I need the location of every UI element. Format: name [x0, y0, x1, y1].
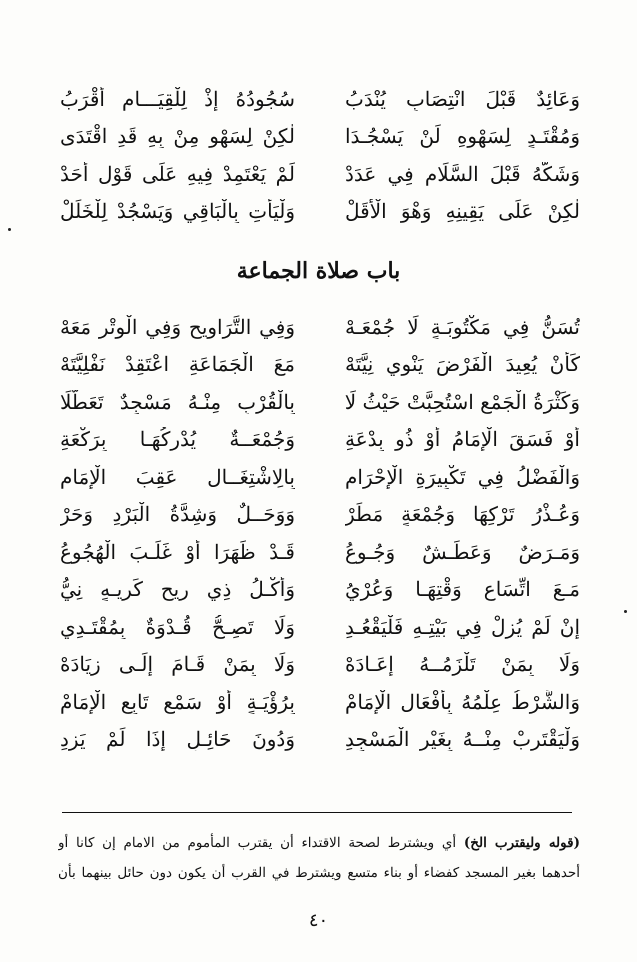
margin-dot	[8, 228, 11, 231]
verse-second-hemistich: وَدُونَ حَائِـلٍ إِذَا لَمْ يَزِدِ	[60, 727, 295, 752]
verse-second-hemistich: وَأَكْـلُ ذِي رِيحٍ كَرِيـهٍ نِيُّ	[60, 577, 295, 602]
verse-second-hemistich: سُجُودُهُ إِذْ لِلْقِيَـــامِ أَقْرَبُ	[60, 86, 295, 111]
verse-first-hemistich: مَـعَ اتِّسَاعِ وَقْتِهَـا وَعُرْيُ	[345, 577, 580, 602]
verse	[60, 683, 580, 721]
poem-block-top	[60, 80, 580, 230]
verse-first-hemistich: وَالشَّرْطُ عِلْمُهُ بِأَفْعَالِ الْإِمَامْ	[345, 689, 580, 714]
verse-first-hemistich: لٰكِنْ عَلَى يَقِينِهِ وَهْوَ الْأَقَلْ	[345, 199, 580, 224]
verse	[60, 80, 580, 118]
verse-second-hemistich: بِرُؤْيَـةٍ أَوْ سَمْعِ تَابِعِ الْإِمَامْ	[60, 689, 295, 714]
verse-first-hemistich: إِنْ لَمْ يُزِلْ فِي بَيْتِـهِ فَلْيَقْعُـدِ	[345, 614, 580, 639]
verse-first-hemistich: أَوْ فَسَقَ الْإِمَامُ أَوْ ذُو بِدْعَةِ	[345, 427, 580, 452]
verse-first-hemistich: وَمُقْتَـدٍ لِسَهْوِهِ لَنْ يَسْجُـدَا	[345, 124, 580, 149]
verse-first-hemistich: وَمَـرَضٌ وَعَطَـشٌ وَجُـوعُ	[345, 539, 580, 564]
verse	[60, 533, 580, 571]
verse	[60, 721, 580, 759]
verse-first-hemistich: وَالْفَضْلُ فِي تَكْبِيرَةِ الْإِحْرَامِ	[345, 464, 580, 489]
footnote-line: أحدهما بغير المسجد كفضاء أو بناء متسع ويشترط في القرب أن يكون دون حائل بينهما بأن	[58, 865, 580, 881]
verse-first-hemistich: تُسَنُّ فِي مَكْتُوبَـةٍ لَا جُمْعَـهْ	[345, 314, 580, 339]
verse	[60, 308, 580, 346]
verse	[60, 458, 580, 496]
footnote-line	[58, 828, 580, 858]
verse-first-hemistich: كَأَنْ يُعِيدَ الْفَرْضَ يَنْوِي نِيَّتَهْ	[345, 352, 580, 377]
verse-second-hemistich: قَـدْ ظَهَرَا أَوْ غَلَـبَ الْهُجُوعُ	[60, 539, 295, 564]
footnote	[58, 828, 580, 888]
verse-second-hemistich: مَعَ الْجَمَاعَةِ اعْتَقِدْ نَفْلِيَّتَهْ	[60, 352, 295, 377]
verse-second-hemistich: لٰكِنْ لِسَهْوٍ مِنْ بِهِ قَدِ اقْتَدَى	[60, 124, 295, 149]
verse-second-hemistich: بِالْقُرْبِ مِنْـهُ مَسْجِدٌ تَعَطَّلَا	[60, 389, 295, 414]
verse-second-hemistich: وَفِي التَّرَاوِيحِ وَفِي الْوِتْرِ مَعَهْ	[60, 314, 295, 339]
verse-first-hemistich: وَشَكُّهُ قَبْلَ السَّلَامِ فِي عَدَدْ	[345, 161, 580, 186]
verse-second-hemistich: وَلْيَأْتِ بِالْبَاقِي وَيَسْجُدْ لِلْخَلَلْ	[60, 199, 295, 224]
verse-first-hemistich: وَعُـذْرُ تَرْكِهَا وَجُمْعَةٍ مَطَرْ	[345, 502, 580, 527]
verse	[60, 496, 580, 534]
verse	[60, 608, 580, 646]
verse-second-hemistich: بِالِاشْتِغَــالِ عَقِبَ الْإِمَامِ	[60, 464, 295, 489]
verse-first-hemistich: وَعَائِدٌ قَبْلَ انْتِصَابٍ يُنْدَبُ	[345, 86, 580, 111]
verse	[60, 118, 580, 156]
verse	[60, 571, 580, 609]
verse-second-hemistich: وَجُمْعَــةٌ يُدْرِكُهَـا بِرَكْعَةِ	[60, 427, 295, 452]
verse-first-hemistich: وَلْيَقْتَرِبْ مِنْــهُ بِغَيْرِ الْمَسْجِدِ	[345, 727, 580, 752]
verse	[60, 421, 580, 459]
verse-second-hemistich: لَمْ يَعْتَمِدْ فِيهِ عَلَى قَوْلِ أَحَدْ	[60, 161, 295, 186]
margin-dot	[624, 610, 627, 613]
verse-first-hemistich: وَكَثْرَةُ الْجَمْعِ اسْتُحِبَّتْ حَيْثُ لَا	[345, 389, 580, 414]
footnote-text: أي ويشترط لصحة الاقتداء أن يقترب المأموم من الامام إن كانا أو	[58, 835, 464, 851]
verse-second-hemistich: وَوَحَــلٌ وَشِدَّةُ الْبَرْدِ وَحَرْ	[60, 502, 295, 527]
verse-first-hemistich: وَلَا بِمَنْ تَلْزَمُــهُ إِعَـادَهْ	[345, 652, 580, 677]
verse	[60, 646, 580, 684]
verse	[60, 383, 580, 421]
verse	[60, 155, 580, 193]
verse-second-hemistich: وَلَا تَصِـحُّ قُـدْوَةٌ بِمُقْتَـدِي	[60, 614, 295, 639]
footnote-separator	[62, 812, 572, 813]
footnote-lemma: (قوله وليقترب الخ)	[463, 835, 580, 851]
page-number: ٤٠	[308, 910, 329, 931]
poem-block-main	[60, 308, 580, 758]
verse-second-hemistich: وَلَا بِمَنْ قَـامَ إِلَـى زِيَادَهْ	[60, 652, 295, 677]
verse	[60, 193, 580, 231]
chapter-title: باب صلاة الجماعة	[236, 258, 401, 284]
verse	[60, 346, 580, 384]
